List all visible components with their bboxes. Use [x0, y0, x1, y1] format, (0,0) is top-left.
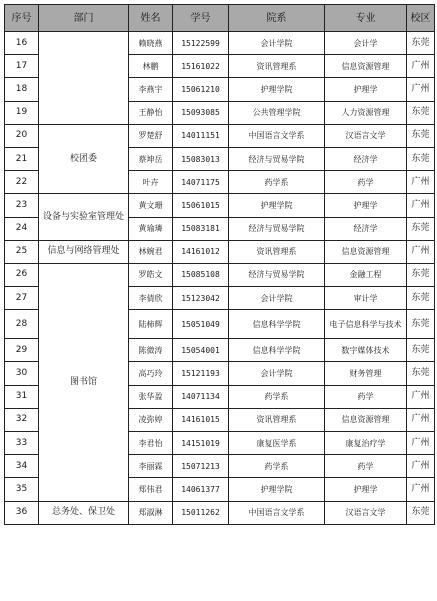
- cell-seq: 35: [5, 478, 39, 501]
- cell-name: 张华盈: [129, 385, 173, 408]
- cell-campus: 东莞: [407, 217, 435, 240]
- cell-major: 财务管理: [325, 362, 407, 385]
- cell-seq: 18: [5, 78, 39, 101]
- cell-name: 李燕宇: [129, 78, 173, 101]
- cell-college: 会计学院: [229, 287, 325, 310]
- cell-name: 李君怡: [129, 432, 173, 455]
- cell-student-id: 14071134: [173, 385, 229, 408]
- cell-campus: 东莞: [407, 362, 435, 385]
- cell-major: 护理学: [325, 78, 407, 101]
- cell-campus: 东莞: [407, 310, 435, 339]
- cell-major: 信息资源管理: [325, 55, 407, 78]
- cell-student-id: 15054001: [173, 339, 229, 362]
- cell-name: 叶卉: [129, 171, 173, 194]
- roster-table-wrapper: [4, 4, 435, 525]
- cell-major: 会计学: [325, 32, 407, 55]
- cell-college: 公共管理学院: [229, 101, 325, 124]
- cell-college: 会计学院: [229, 362, 325, 385]
- cell-student-id: 15083013: [173, 147, 229, 170]
- cell-major: 护理学: [325, 478, 407, 501]
- cell-campus: 东莞: [407, 124, 435, 147]
- table-row: [5, 240, 435, 263]
- cell-student-id: 15093085: [173, 101, 229, 124]
- cell-seq: 30: [5, 362, 39, 385]
- cell-seq: 34: [5, 455, 39, 478]
- cell-dept-library: 图书馆: [39, 263, 129, 501]
- cell-college: 资讯管理系: [229, 240, 325, 263]
- cell-name: 罗楚舒: [129, 124, 173, 147]
- cell-student-id: 14061377: [173, 478, 229, 501]
- cell-college: 药学系: [229, 385, 325, 408]
- cell-student-id: 14161015: [173, 408, 229, 431]
- cell-major: 药学: [325, 455, 407, 478]
- cell-name: 李倩欣: [129, 287, 173, 310]
- cell-student-id: 15121193: [173, 362, 229, 385]
- header-major: 专业: [325, 5, 407, 32]
- cell-campus: 广州: [407, 55, 435, 78]
- cell-campus: 东莞: [407, 501, 435, 524]
- header-student-id: 学号: [173, 5, 229, 32]
- cell-seq: 31: [5, 385, 39, 408]
- cell-name: 罗皓文: [129, 263, 173, 286]
- cell-seq: 29: [5, 339, 39, 362]
- cell-seq: 36: [5, 501, 39, 524]
- cell-major: 经济学: [325, 147, 407, 170]
- cell-campus: 广州: [407, 408, 435, 431]
- cell-campus: 东莞: [407, 101, 435, 124]
- header-college: 院系: [229, 5, 325, 32]
- cell-seq: 19: [5, 101, 39, 124]
- cell-student-id: 14151019: [173, 432, 229, 455]
- student-roster-table: [4, 4, 435, 525]
- cell-college: 资讯管理系: [229, 408, 325, 431]
- cell-major: 数字媒体技术: [325, 339, 407, 362]
- cell-campus: 广州: [407, 455, 435, 478]
- cell-student-id: 15061015: [173, 194, 229, 217]
- cell-college: 经济与贸易学院: [229, 217, 325, 240]
- cell-dept-general-affairs: 总务处、保卫处: [39, 501, 129, 524]
- cell-major: 经济学: [325, 217, 407, 240]
- header-campus: 校区: [407, 5, 435, 32]
- cell-student-id: 15083181: [173, 217, 229, 240]
- cell-seq: 28: [5, 310, 39, 339]
- cell-major: 金融工程: [325, 263, 407, 286]
- cell-student-id: 15123042: [173, 287, 229, 310]
- cell-major: 汉语言文学: [325, 501, 407, 524]
- cell-major: 信息资源管理: [325, 408, 407, 431]
- cell-campus: 东莞: [407, 287, 435, 310]
- cell-dept-youth-league: 校团委: [39, 124, 129, 194]
- cell-name: 黄瑜璘: [129, 217, 173, 240]
- cell-name: 赖晓燕: [129, 32, 173, 55]
- cell-name: 凌弥婷: [129, 408, 173, 431]
- header-dept: 部门: [39, 5, 129, 32]
- cell-college: 中国语言文学系: [229, 124, 325, 147]
- cell-name: 林婉君: [129, 240, 173, 263]
- cell-major: 药学: [325, 171, 407, 194]
- table-header-row: [5, 5, 435, 32]
- cell-college: 中国语言文学系: [229, 501, 325, 524]
- cell-student-id: 14161012: [173, 240, 229, 263]
- cell-campus: 东莞: [407, 339, 435, 362]
- cell-major: 电子信息科学与技术: [325, 310, 407, 339]
- cell-college: 信息科学学院: [229, 310, 325, 339]
- cell-major: 人力资源管理: [325, 101, 407, 124]
- cell-name: 李丽霖: [129, 455, 173, 478]
- cell-college: 资讯管理系: [229, 55, 325, 78]
- cell-dept-lab-office: 设备与实验室管理处: [39, 194, 129, 240]
- cell-seq: 23: [5, 194, 39, 217]
- cell-student-id: 15061210: [173, 78, 229, 101]
- header-seq: 序号: [5, 5, 39, 32]
- cell-name: 陆柿辉: [129, 310, 173, 339]
- cell-major: 审计学: [325, 287, 407, 310]
- cell-major: 康复治疗学: [325, 432, 407, 455]
- cell-major: 汉语言文学: [325, 124, 407, 147]
- cell-college: 护理学院: [229, 78, 325, 101]
- cell-seq: 24: [5, 217, 39, 240]
- cell-student-id: 14071175: [173, 171, 229, 194]
- cell-campus: 广州: [407, 171, 435, 194]
- table-row: [5, 124, 435, 147]
- cell-seq: 32: [5, 408, 39, 431]
- cell-major: 信息资源管理: [325, 240, 407, 263]
- cell-name: 高巧玲: [129, 362, 173, 385]
- table-row: [5, 32, 435, 55]
- table-row: [5, 501, 435, 524]
- cell-student-id: 14011151: [173, 124, 229, 147]
- cell-major: 护理学: [325, 194, 407, 217]
- cell-college: 药学系: [229, 171, 325, 194]
- cell-student-id: 15085108: [173, 263, 229, 286]
- cell-name: 黄文珊: [129, 194, 173, 217]
- cell-college: 经济与贸易学院: [229, 147, 325, 170]
- cell-seq: 25: [5, 240, 39, 263]
- cell-seq: 17: [5, 55, 39, 78]
- cell-campus: 东莞: [407, 147, 435, 170]
- cell-name: 林鹏: [129, 55, 173, 78]
- cell-seq: 27: [5, 287, 39, 310]
- cell-college: 康复医学系: [229, 432, 325, 455]
- cell-student-id: 15071213: [173, 455, 229, 478]
- cell-college: 经济与贸易学院: [229, 263, 325, 286]
- cell-student-id: 15122599: [173, 32, 229, 55]
- cell-student-id: 15051049: [173, 310, 229, 339]
- cell-campus: 广州: [407, 240, 435, 263]
- cell-campus: 东莞: [407, 263, 435, 286]
- cell-seq: 16: [5, 32, 39, 55]
- header-name: 姓名: [129, 5, 173, 32]
- cell-college: 护理学院: [229, 478, 325, 501]
- cell-name: 郑伟君: [129, 478, 173, 501]
- cell-campus: 广州: [407, 432, 435, 455]
- cell-campus: 广州: [407, 78, 435, 101]
- cell-name: 王静怡: [129, 101, 173, 124]
- cell-seq: 20: [5, 124, 39, 147]
- cell-campus: 广州: [407, 194, 435, 217]
- cell-dept-empty: [39, 32, 129, 125]
- cell-college: 护理学院: [229, 194, 325, 217]
- table-row: [5, 194, 435, 217]
- cell-name: 蔡坤岳: [129, 147, 173, 170]
- cell-student-id: 15161022: [173, 55, 229, 78]
- cell-college: 信息科学学院: [229, 339, 325, 362]
- cell-campus: 广州: [407, 478, 435, 501]
- cell-name: 郑淑淋: [129, 501, 173, 524]
- cell-campus: 东莞: [407, 32, 435, 55]
- cell-student-id: 15011262: [173, 501, 229, 524]
- cell-dept-network-office: 信息与网络管理处: [39, 240, 129, 263]
- cell-campus: 广州: [407, 385, 435, 408]
- cell-seq: 22: [5, 171, 39, 194]
- cell-name: 陈微涛: [129, 339, 173, 362]
- cell-seq: 21: [5, 147, 39, 170]
- table-row: [5, 263, 435, 286]
- cell-college: 会计学院: [229, 32, 325, 55]
- cell-seq: 26: [5, 263, 39, 286]
- cell-college: 药学系: [229, 455, 325, 478]
- cell-seq: 33: [5, 432, 39, 455]
- cell-major: 药学: [325, 385, 407, 408]
